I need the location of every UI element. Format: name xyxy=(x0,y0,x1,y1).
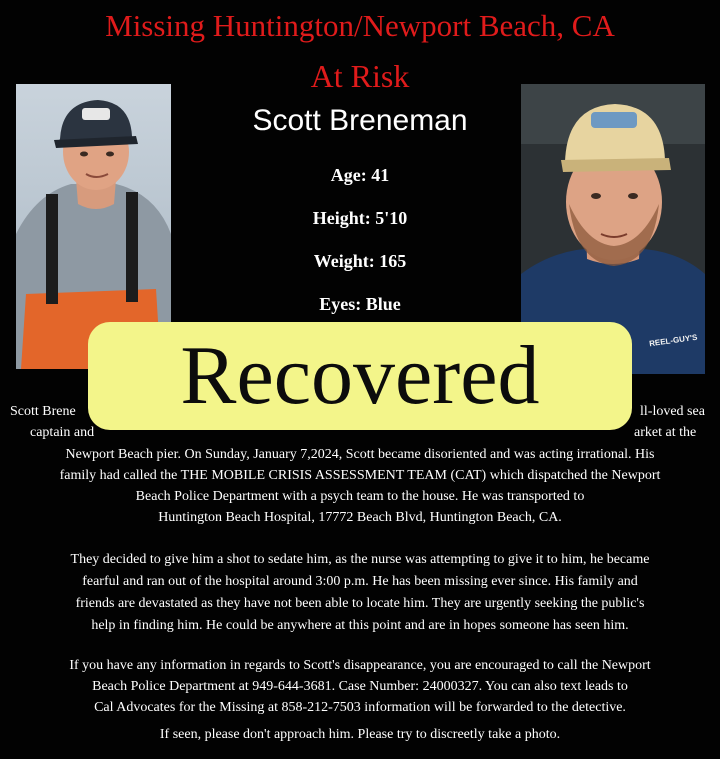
story-p3-line2: Beach Police Department at 949-644-3681. Case Number: 24000327. You can also text leads to xyxy=(92,679,628,694)
story-p2-line1: They decided to give him a shot to sedate him, as the nurse was attempting to give it to him, he became xyxy=(70,552,650,567)
story-line2-right: arket at the xyxy=(634,425,697,440)
story-p2-line3: friends are devastated as they have not been able to locate him. They are urgently seeking the public's xyxy=(75,596,645,611)
eyes-field: Eyes: Blue xyxy=(319,294,401,314)
weight-field: Weight: 165 xyxy=(313,251,407,271)
story-line5: Beach Police Department with a psych team to the house. He was transported to xyxy=(135,489,585,504)
story-p3-line3: Cal Advocates for the Missing at 858-212-7503 information will be forwarded to the detective. xyxy=(94,700,626,715)
recovered-stamp: Recovered xyxy=(88,322,632,430)
height-field: Height: 5'10 xyxy=(312,208,408,228)
shirt-logo: REEL-GUY'S xyxy=(648,332,698,349)
poster-title: Missing Huntington/Newport Beach, CA xyxy=(105,8,615,43)
story-line6: Huntington Beach Hospital, 17772 Beach Blvd, Huntington Beach, CA. xyxy=(158,510,562,525)
story-line2-left: captain and xyxy=(30,425,95,440)
story-line3: Newport Beach pier. On Sunday, January 7,2024, Scott became disoriented and was acting irrational. His xyxy=(65,447,655,462)
person-name: Scott Breneman xyxy=(252,104,468,137)
story-line4: family had called the THE MOBILE CRISIS ASSESSMENT TEAM (CAT) which dispatched the Newport xyxy=(59,468,661,483)
story-p2-line4: help in finding him. He could be anywhere at this point and are in hopes someone has seen him. xyxy=(91,618,629,633)
story-line1-left: Scott Brene xyxy=(10,404,76,419)
story-p4-line1: If seen, please don't approach him. Please try to discreetly take a photo. xyxy=(159,727,561,742)
story-p3-line1: If you have any information in regards to Scott's disappearance, you are encouraged to call the Newport xyxy=(69,658,651,673)
story-line1-right: ll-loved sea xyxy=(640,404,705,419)
age-field: Age: 41 xyxy=(330,165,390,185)
story-p2-line2: fearful and ran out of the hospital around 3:00 p.m. He has been missing ever since. His family and xyxy=(82,574,638,589)
risk-status: At Risk xyxy=(310,58,410,94)
